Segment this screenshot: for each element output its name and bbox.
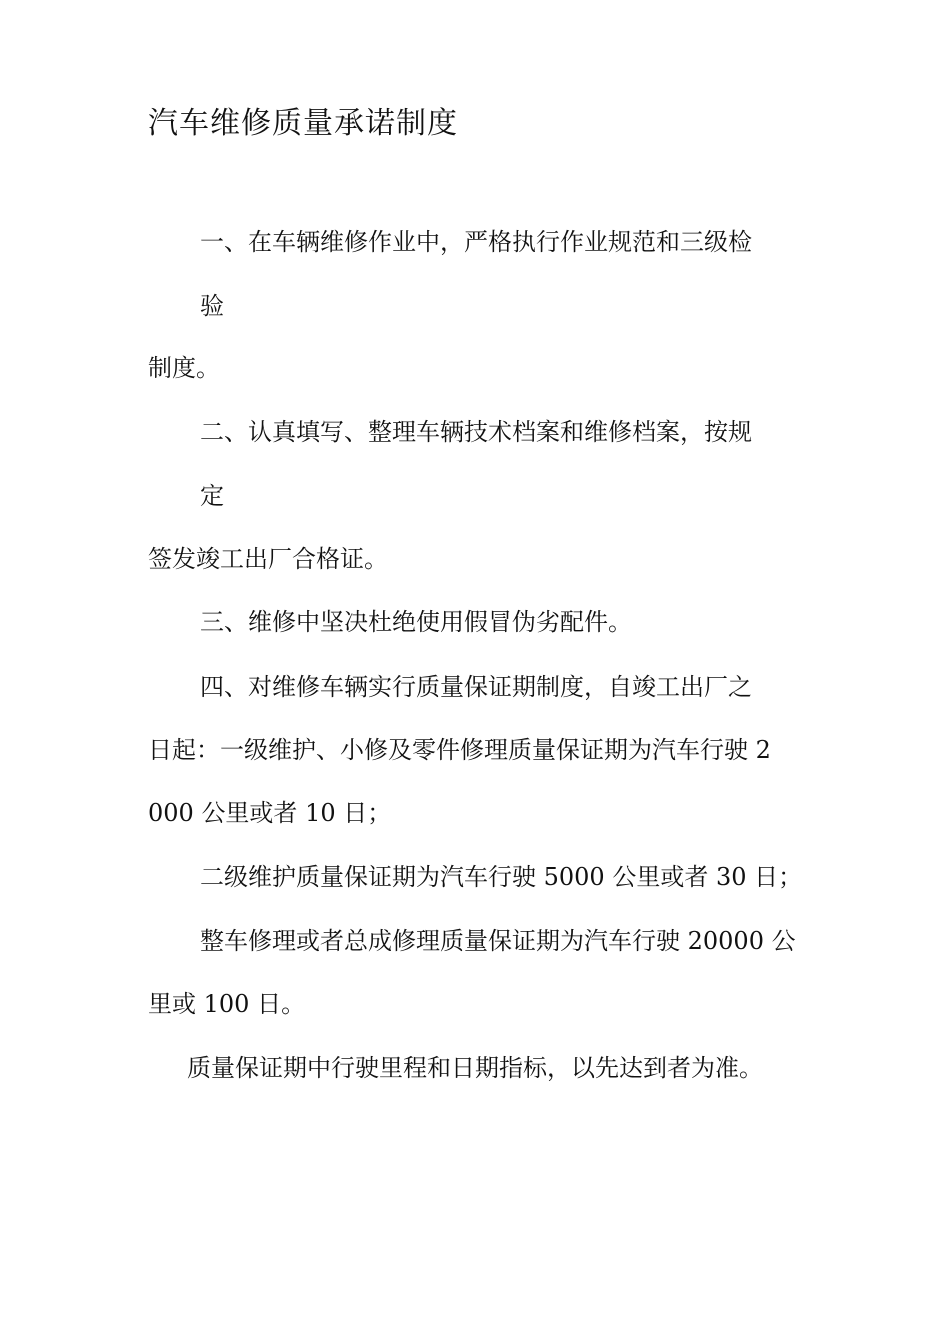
document-title: 汽车维修质量承诺制度 [148,106,458,141]
warranty-level-2-line: 二级维护质量保证期为汽车行驶 5000 公里或者 30 日； [200,863,803,891]
warranty-overhaul-line-1: 整车修理或者总成修理质量保证期为汽车行驶 20000 公 [200,927,796,955]
clause-4-line-1: 四、对维修车辆实行质量保证期制度，自竣工出厂之 [200,673,752,701]
clause-1-line-3: 制度。 [148,354,220,382]
warranty-overhaul-line-2: 里或 100 日。 [148,990,306,1018]
clause-2-line-2: 定 [200,482,224,510]
clause-1-line-1: 一、在车辆维修作业中，严格执行作业规范和三级检 [200,228,752,256]
clause-1-line-2: 验 [200,292,224,320]
clause-2-line-3: 签发竣工出厂合格证。 [148,545,388,573]
clause-2-line-1: 二、认真填写、整理车辆技术档案和维修档案，按规 [200,418,752,446]
clause-3-line-1: 三、维修中坚决杜绝使用假冒伪劣配件。 [200,608,632,636]
warranty-precedence-line: 质量保证期中行驶里程和日期指标，以先达到者为准。 [187,1054,763,1082]
clause-4-line-2: 日起：一级维护、小修及零件修理质量保证期为汽车行驶 2 [148,736,771,764]
clause-4-line-3: 000 公里或者 10 日； [148,799,392,827]
